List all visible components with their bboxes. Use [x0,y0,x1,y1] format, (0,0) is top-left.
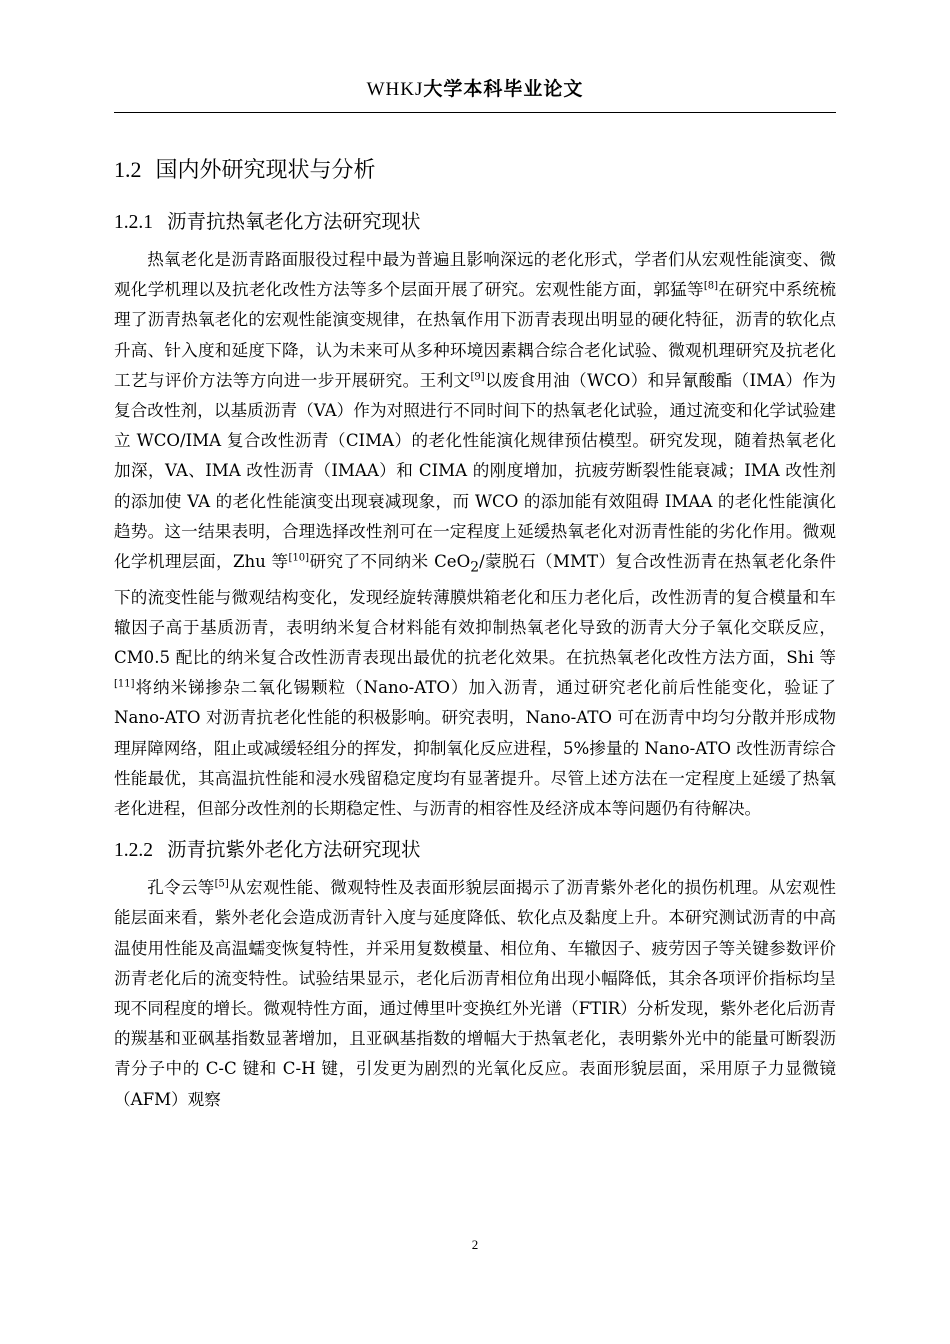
page-number: 2 [471,1237,479,1252]
header-title: 大学本科毕业论文 [423,78,584,100]
citation-reference: [5] [214,878,229,890]
subsection-title: 沥青抗紫外老化方法研究现状 [167,838,421,862]
paragraph-text: 从宏观性能、微观特性及表面形貌层面揭示了沥青紫外老化的损伤机理。从宏观性能层面来看，紫外老化会造成沥青针入度与延度降低、软化点及黏度上升。本研究测试沥青的中高温使用性能及高温蠕变恢复特性，并采用复数模量、相位角、车辙因子、疲劳因子等关键参数评价沥青老化后的流变特性。试验结果显示，老化后沥青相位角出现小幅降低，其余各项评价指标均呈现不同程度的增长。微观特性方面，通过傅里叶变换红外光谱（FTIR）分析发现，紫外老化后沥青的羰基和亚砜基指数显著增加，且亚砜基指数的增幅大于热氧老化，表明紫外光中的能量可断裂沥青分子中的 C-C 键和 C-H 键，引发更为剧烈的光氧化反应。表面形貌层面，采用原子力显微镜（AFM）观察 [114,878,837,1109]
chemical-subscript: 2 [470,559,480,576]
body-paragraph-1 [114,245,836,824]
section-heading [114,153,836,188]
body-paragraph-2 [114,873,836,1115]
header-prefix: WHKJ [366,79,424,100]
citation-reference: [10] [288,552,310,564]
paragraph-text: 孔令云等 [147,878,215,898]
citation-reference: [11] [114,678,135,690]
page-body [114,153,836,1125]
citation-reference: [8] [703,280,719,292]
page-header [0,74,950,101]
subsection-heading-2 [114,834,836,867]
subsection-number: 1.2.1 [114,212,153,233]
paragraph-text: 将纳米锑掺杂二氧化锡颗粒（Nano-ATO）加入沥青，通过研究老化前后性能变化，验证了 Nano-ATO 对沥青抗老化性能的积极影响。研究表明，Nano-ATO 可在沥青中均匀分散并形成物理屏障网络，阻止或减缓轻组分的挥发，抑制氧化反应进程，5%掺量的 Nano-ATO 改性沥青综合性能最优，其高温抗性能和浸水残留稳定度均有显著提升。尽管上述方法在一定程度上延缓了热氧老化进程，但部分改性剂的长期稳定性、与沥青的相容性及经济成本等问题仍有待解决。 [114,678,836,818]
paragraph-text: 在研究中系统梳理了沥青热氧老化的宏观性能演变规律，在热氧作用下沥青表现出明显的硬化特征，沥青的软化点升高、针入度和延度下降，认为未来可从多种环境因素耦合综合老化试验、微观机理研究及抗老化工艺与评价方法等方向进一步开展研究。王利文 [114,280,837,390]
paragraph-text: /蒙脱石（MMT）复合改性沥青在热氧老化条件下的流变性能与微观结构变化，发现经旋转薄膜烘箱老化和压力老化后，改性沥青的复合模量和车辙因子高于基质沥青，表明纳米复合材料能有效抑制热氧老化导致的沥青大分子氧化交联反应，CM0.5 配比的纳米复合改性沥青表现出最优的抗老化效果。在抗热氧老化改性方法方面，Shi 等 [114,552,837,667]
paragraph-text: 研究了不同纳米 CeO [309,552,471,572]
section-title: 国内外研究现状与分析 [155,158,376,183]
paragraph-text: 热氧老化是沥青路面服役过程中最为普遍且影响深远的老化形式，学者们从宏观性能演变、微观化学机理以及抗老化改性方法等多个层面开展了研究。宏观性能方面，郭猛等 [114,250,836,300]
subsection-title: 沥青抗热氧老化方法研究现状 [167,210,421,233]
subsection-number: 1.2.2 [114,840,153,862]
paragraph-text: 以废食用油（WCO）和异氰酸酯（IMA）作为复合改性剂，以基质沥青（VA）作为对照进行不同时间下的热氧老化试验，通过流变和化学试验建立 WCO/IMA 复合改性沥青（CIMA）的老化性能演化规律预估模型。研究发现，随着热氧老化加深，VA、IMA 改性沥青（IMAA）和 CIMA 的刚度增加，抗疲劳断裂性能衰减；IMA 改性剂的添加使 VA 的老化性能演变出现衰减现象，而 WCO 的添加能有效阻碍 IMAA 的老化性能演化趋势。这一结果表明，合理选择改性剂可在一定程度上延缓热氧老化对沥青性能的劣化作用。微观化学机理层面，Zhu 等 [114,370,836,572]
subsection-heading-1 [114,206,836,239]
header-rule [114,112,836,113]
section-number: 1.2 [114,157,142,182]
citation-reference: [9] [470,371,485,383]
